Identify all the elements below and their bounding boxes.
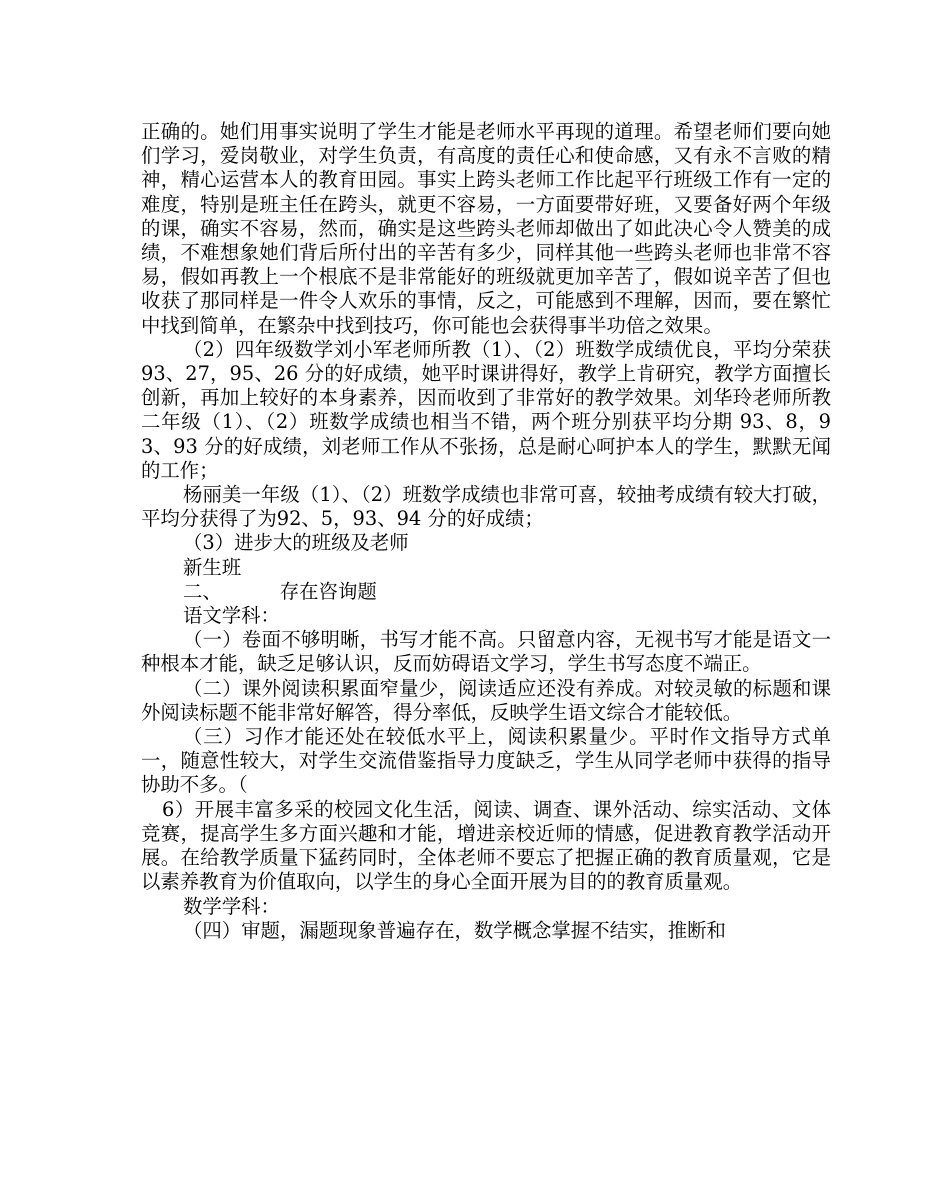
paragraph-handwriting: （一）卷面不够明晰，书写才能不高。只留意内容，无视书写才能是语文一种根本才能，缺乏足够认识，反而妨碍语文学习，学生书写态度不端正。 <box>141 628 831 676</box>
document-body <box>141 120 831 943</box>
paragraph-new-class: 新生班 <box>183 555 242 579</box>
section-heading-problems <box>141 580 831 604</box>
subject-heading-chinese: 语文学科： <box>183 604 280 628</box>
paragraph-teacher-praise: 正确的。她们用事实说明了学生才能是老师水平再现的道理。希望老师们要向她们学习，爱岗敬业，对学生负责，有高度的责任心和使命感，又有永不言败的精神，精心运营本人的教育田园。事实上跨头老师工作比起平行班级工作有一定的难度，特别是班主任在跨头，就更不容易，一方面要带好班，又要备好两个年级的课，确实不容易，然而，确实是这些跨头老师却做出了如此决心令人赞美的成绩，不难想象她们背后所付出的辛苦有多少，同样其他一些跨头老师也非常不容易，假如再教上一个根底不是非常能好的班级就更加辛苦了，假如说辛苦了但也收获了那同样是一件令人欢乐的事情，反之，可能感到不理解，因而，要在繁忙中找到简单，在繁杂中找到技巧，你可能也会获得事半功倍之效果。 <box>141 120 831 337</box>
paragraph-grade1-math: 杨丽美一年级（1）、（2）班数学成绩也非常可喜，较抽考成绩有较大打破，平均分获得了为92、5，93、94 分的好成绩； <box>141 483 831 531</box>
section-number: 二、 <box>183 579 222 603</box>
paragraph-progress-heading: （3）进步大的班级及老师 <box>183 531 409 555</box>
subject-heading-math: 数学学科： <box>183 894 280 918</box>
paragraph-grade4-math: （2）四年级数学刘小军老师所教（1）、（2）班数学成绩优良，平均分荣获 93、27，95、26 分的好成绩，她平时课讲得好，教学上肯研究，教学方面擅长创新，再加上较好的本身素养，因而收到了非常好的教学效果。刘华玲老师所教二年级（1）、（2）班数学成绩也相当不错，两个班分别获平均分期 93、8，93、93 分的好成绩，刘老师工作从不张扬，总是耐心呵护本人的学生，默默无闻的工作； <box>141 337 831 482</box>
section-title: 存在咨询题 <box>279 579 377 603</box>
paragraph-writing: （三）习作才能还处在较低水平上，阅读积累量少。平时作文指导方式单一，随意性较大，对学生交流借鉴指导力度缺乏，学生从同学老师中获得的指导协助不多。（ <box>141 725 831 797</box>
paragraph-problem-reading: （四）审题，漏题现象普遍存在，数学概念掌握不结实，推断和 <box>183 918 726 942</box>
paragraph-reading: （二）课外阅读积累面窄量少，阅读适应还没有养成。对较灵敏的标题和课外阅读标题不能非常好解答，得分率低，反映学生语文综合才能较低。 <box>141 676 831 724</box>
paragraph-campus-culture: 6）开展丰富多采的校园文化生活，阅读、调查、课外活动、综实活动、文体竞赛，提高学生多方面兴趣和才能，增进亲校近师的情感，促进教育教学活动开展。在给教学质量下猛药同时，全体老师不要忘了把握正确的教育质量观，它是以素养教育为价值取向，以学生的身心全面开展为目的的教育质量观。 <box>141 797 831 894</box>
